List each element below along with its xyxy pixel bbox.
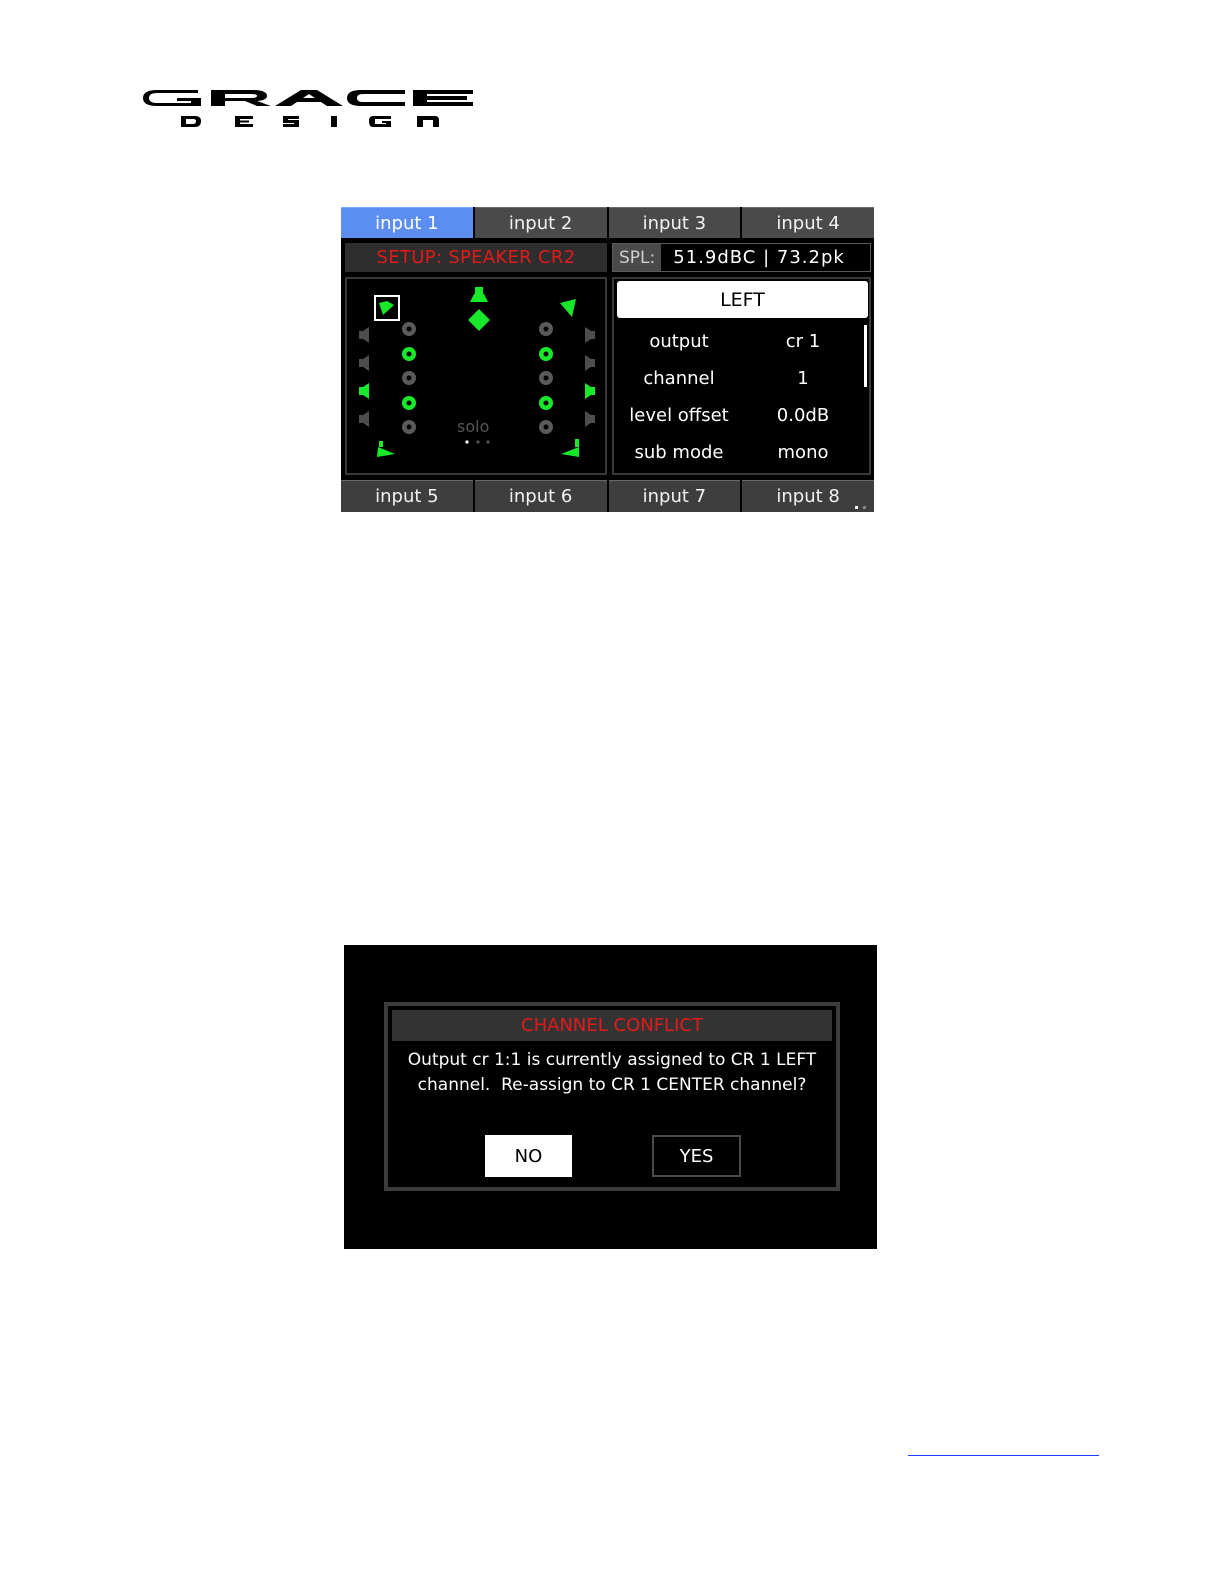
- left-side-speakers: [359, 327, 369, 427]
- channel-conflict-dialog: [384, 1002, 840, 1191]
- yes-button[interactable]: YES: [652, 1135, 741, 1177]
- tab-input-1[interactable]: input 1: [341, 207, 473, 238]
- spl-value: 51.9dBC | 73.2pk: [673, 247, 845, 268]
- page-indicator-dots: [465, 440, 489, 443]
- speaker-front-right-icon[interactable]: [560, 299, 576, 317]
- no-button[interactable]: NO: [485, 1135, 572, 1177]
- setting-key: sub mode: [634, 442, 724, 463]
- setting-row-output[interactable]: [614, 331, 859, 361]
- spl-label: SPL:: [613, 244, 661, 271]
- speaker-setup-screen: [341, 207, 874, 512]
- tab-input-5[interactable]: input 5: [341, 480, 473, 512]
- speaker-center-icon[interactable]: [470, 287, 488, 302]
- left-ring-indicators: [402, 322, 416, 434]
- right-side-speakers: [585, 327, 595, 427]
- tab-input-3[interactable]: input 3: [609, 207, 741, 238]
- settings-scrollbar[interactable]: [864, 325, 867, 387]
- tab-input-6[interactable]: input 6: [475, 480, 607, 512]
- channel-conflict-screen: [344, 945, 877, 1249]
- tab-input-2[interactable]: input 2: [475, 207, 607, 238]
- speaker-map: [347, 279, 609, 477]
- setting-key: channel: [643, 368, 715, 389]
- setting-key: output: [649, 331, 709, 352]
- setting-value: mono: [777, 442, 829, 463]
- listener-position-icon: [468, 309, 490, 331]
- dialog-message: [392, 1048, 832, 1098]
- setting-row-channel[interactable]: [614, 368, 859, 398]
- speaker-map-panel: [345, 277, 607, 475]
- dialog-title: CHANNEL CONFLICT: [392, 1010, 832, 1041]
- footer-link-underline[interactable]: [908, 1455, 1099, 1456]
- dialog-message-line-2: channel. Re-assign to CR 1 CENTER channel?: [417, 1075, 807, 1095]
- setting-value: 0.0dB: [776, 405, 830, 426]
- tab-input-4[interactable]: input 4: [742, 207, 874, 238]
- page-dots-icon: [855, 505, 869, 509]
- grace-design-logo: [143, 86, 473, 132]
- speaker-rear-left-icon[interactable]: [377, 441, 395, 457]
- spl-meter: [612, 243, 871, 272]
- setting-row-level-offset[interactable]: [614, 405, 859, 435]
- channel-settings-panel: [612, 277, 871, 475]
- speaker-front-left-selected-icon[interactable]: [375, 296, 399, 320]
- right-ring-indicators: [539, 322, 553, 434]
- setup-title: SETUP: SPEAKER CR2: [345, 243, 607, 272]
- tab-input-8[interactable]: input 8: [742, 480, 874, 512]
- setting-value: cr 1: [785, 331, 821, 352]
- bottom-input-tabs: [341, 480, 874, 512]
- solo-label: solo: [457, 417, 490, 436]
- tab-input-7[interactable]: input 7: [609, 480, 741, 512]
- speaker-rear-right-icon[interactable]: [561, 439, 579, 457]
- channel-header[interactable]: LEFT: [617, 281, 868, 318]
- setting-key: level offset: [629, 405, 729, 426]
- setting-value: 1: [797, 368, 809, 389]
- top-input-tabs: [341, 207, 874, 238]
- setting-row-sub-mode[interactable]: [614, 442, 859, 472]
- dialog-message-line-1: Output cr 1:1 is currently assigned to CR 1 LEFT: [407, 1050, 817, 1070]
